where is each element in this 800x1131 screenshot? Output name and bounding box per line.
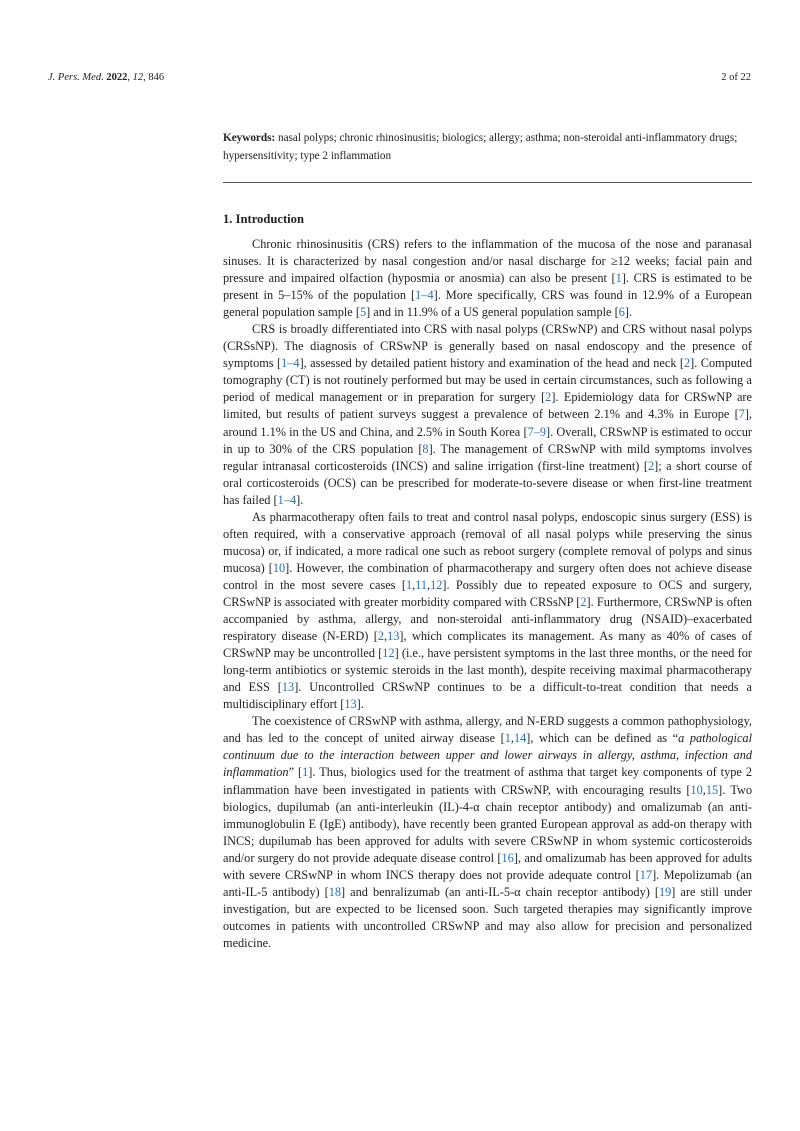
paragraph-text: ]. Epidemiology data for CRSwNP are limited, but results of patient surveys suggest a prevalence of between 2.1% and 4.3% in Europe [ [223,390,752,422]
page-number: 2 of 22 [721,72,751,83]
paragraph-2 [223,321,752,509]
keywords-label: Keywords: [223,132,276,144]
paragraph-text: ” [ [288,765,303,780]
paragraph-text: , [384,629,388,644]
paragraph-text: ]. CRS is estimated to be present in 5–15% of the population [ [223,271,752,303]
paragraph-text: ]; a short course of oral corticosteroids (OCS) can be prescribed for moderate-to-severe disease or when first-line treatment has failed [ [223,458,752,507]
section-divider [223,182,752,183]
paragraph-text: As pharmacotherapy often fails to treat and control nasal polyps, endoscopic sinus surgery (ESS) is often required, with a conservative approach (removal of all nasal polyps while preserving the sinus mucosa) or, if indicated, a more radical one such as reboot surgery (complete removal of polyps and sinus mucosa) [ [223,509,752,575]
citation-link[interactable]: 17 [639,867,653,882]
paragraph-text: ]. However, the combination of pharmacotherapy and surgery often does not achieve disease control in the most severe cases [ [223,560,752,592]
citation-link[interactable]: 15 [705,782,719,797]
citation-link[interactable]: 2 [684,356,691,371]
citation-link[interactable]: 1 [405,577,413,592]
paragraph-text: ]. Two biologics, dupilumab (an anti-interleukin (IL)-4-α chain receptor antibody) and omalizumab (an anti-immunoglobulin E (IgE) antibody), have recently been granted European approval as add-on therapy with INCS; dupilumab has been approved for adults with severe CRSwNP in whom systemic corticosteroids and/or surgery do not provide adequate disease control [ [223,782,752,865]
citation-link[interactable]: 2 [377,629,385,644]
keywords-block [223,129,752,165]
citation-link[interactable]: 16 [501,850,514,865]
journal-volume: 12 [132,72,144,83]
citation-link[interactable]: 12 [430,577,443,592]
citation-link[interactable]: 5 [359,305,367,320]
citation-link[interactable]: 1–4 [415,288,434,303]
paragraph-text: ]. Uncontrolled CRSwNP continues to be a difficult-to-treat condition that needs a multidisciplinary effort [ [223,680,752,712]
paragraph-text: , [702,782,706,797]
citation-link[interactable]: 13 [281,680,295,695]
paragraph-text: , [510,731,514,746]
paragraph-text: ]. More specifically, CRS was found in 12.9% of a European general population sample [ [223,288,752,320]
citation-link[interactable]: 7–9 [527,424,547,439]
citation-link[interactable]: 7 [738,407,745,422]
paragraph-text: ] are still under investigation, but are expected to be licensed soon. Such targeted therapies may significantly improve outcomes in patients with uncontrolled CRSwNP and may also allow for precision and personalized medicine. [223,884,752,950]
citation-link[interactable]: 1 [302,765,309,780]
citation-link[interactable]: 10 [690,782,703,797]
citation-link[interactable]: 2 [545,390,552,405]
paragraph-text: ] (i.e., have persistent symptoms in the last three months, or the need for long-term antibiotics or systemic steroids in the last month), despite receiving maximal pharmacotherapy and ESS [ [223,646,752,695]
paragraph-text: ], around 1.1% in the US and China, and 2.5% in South Korea [ [223,407,752,439]
citation-link[interactable]: 1–4 [281,356,300,371]
section-heading: 1. Introduction [223,212,304,226]
citation-link[interactable]: 1–4 [277,492,297,507]
paragraph-4 [223,713,752,952]
paragraph-text: , [427,577,431,592]
paragraph-text: ], assessed by detailed patient history and examination of the head and neck [ [299,356,685,371]
citation-link[interactable]: 19 [658,884,672,899]
citation-link[interactable]: 1 [504,731,511,746]
citation-link[interactable]: 18 [328,884,342,899]
citation-link[interactable]: 12 [382,646,395,661]
paragraph-text: CRS is broadly differentiated into CRS with nasal polyps (CRSwNP) and CRS without nasal polyps (CRSsNP). The diagnosis of CRSwNP is generally based on nasal endoscopy and the presence of symptoms [ [223,322,752,371]
paragraph-text: ]. [356,697,364,712]
citation-link[interactable]: 13 [344,697,357,712]
paragraph-text: ]. Overall, CRSwNP is estimated to occur in up to 30% of the CRS population [ [223,424,752,456]
paragraph-text: ]. The management of CRSwNP with mild symptoms involves regular intranasal corticosteroids (INCS) and saline irrigation (first-line treatment) [ [223,441,752,473]
citation-link[interactable]: 8 [422,441,429,456]
paragraph-text: ]. Furthermore, CRSwNP is often accompanied by asthma, allergy, and non-steroidal anti-inflammatory drug (NSAID)–exacerbated respiratory disease (N-ERD) [ [223,594,752,644]
paragraph-text: ]. Thus, biologics used for the treatment of asthma that target key components of type 2 inflammation have been investigated in patients with CRSwNP, with encouraging results [ [223,765,752,797]
paragraph-text: ]. Possibly due to repeated exposure to OCS and surgery, CRSwNP is associated with greater morbidity compared with CRSsNP [ [223,577,752,609]
citation-link[interactable]: 11 [415,577,428,592]
paragraph-1 [223,236,752,321]
citation-link[interactable]: 6 [618,305,625,320]
paragraph-text: ], which can be defined as “ [526,731,679,746]
running-header-citation: J. Pers. Med. 2022, 12, 846 [48,72,165,83]
paragraph-text: , [412,577,416,592]
citation-link[interactable]: 2 [647,458,655,473]
paragraph-3 [223,509,752,714]
journal-year: 2022 [106,72,128,83]
paragraph-text: ]. [296,492,304,507]
paragraph-text: ]. Computed tomography (CT) is not routinely performed but may be used in certain circumstances, such as following a period of medical management or in preparation for surgery [ [223,356,753,405]
paragraph-text: ]. [624,305,633,320]
article-body [223,236,752,952]
keywords-text: nasal polyps; chronic rhinosinusitis; biologics; allergy; asthma; non-steroidal anti-inflammatory drugs; hypersensitivity; type 2 inflammation [223,132,738,162]
citation-link[interactable]: 14 [513,731,527,746]
citation-link[interactable]: 2 [580,594,587,609]
paragraph-text: ] and benralizumab (an anti-IL-5-α chain receptor antibody) [ [341,884,659,899]
paragraph-text: ], which complicates its management. As many as 40% of cases of CRSwNP may be uncontrolled [ [223,629,752,661]
citation-link[interactable]: 13 [387,629,400,644]
paragraph-text: ] and in 11.9% of a US general population sample [ [366,305,619,320]
journal-name: J. Pers. Med. [48,72,104,83]
paragraph-text: ]. Mepolizumab (an anti-IL-5 antibody) [ [223,867,752,899]
citation-link[interactable]: 1 [615,271,622,286]
paragraph-text: Chronic rhinosinusitis (CRS) refers to the inflammation of the mucosa of the nose and paranasal sinuses. It is characterized by nasal congestion and/or nasal discharge for ≥12 weeks; facial pain and pressure and impaired olfaction (hyposmia or anosmia) can also be present [ [223,237,752,286]
paragraph-text: ], and omalizumab has been approved for adults with severe CRSwNP in whom INCS therapy does not provide adequate control [ [223,850,753,882]
paragraph-text: The coexistence of CRSwNP with asthma, allergy, and N-ERD suggests a common pathophysiology, and has led to the concept of united airway disease [ [223,714,752,746]
citation-link[interactable]: 10 [272,560,286,575]
article-number: 846 [148,72,165,83]
quoted-definition: a pathological continuum due to the interaction between upper and lower airways in allergy, asthma, infection and inflammation [223,731,752,780]
